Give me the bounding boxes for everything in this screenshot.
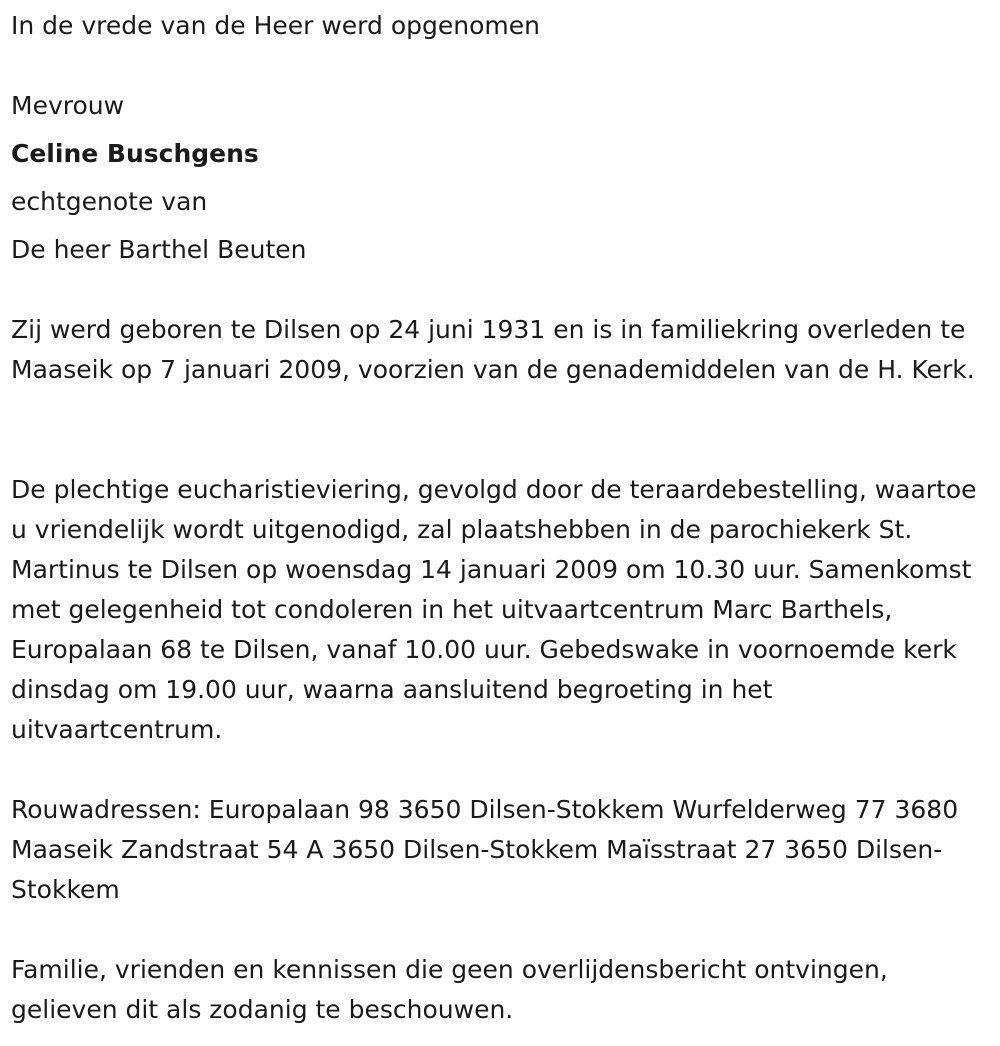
deceased-name: Celine Buschgens [11, 139, 259, 168]
family-notice-paragraph: Familie, vrienden en kennissen die geen overlijdensbericht ontvingen, gelieven dit als zodanig te beschouwen. [11, 955, 888, 1024]
honorific-title: Mevrouw [11, 91, 125, 120]
relation-text: echtgenote van [11, 187, 208, 216]
addresses-paragraph: Rouwadressen: Europalaan 98 3650 Dilsen-Stokkem Wurfelderweg 77 3680 Maaseik Zandstraat 54 A 3650 Dilsen-Stokkem Maïsstraat 27 3650 Dilsen-Stokkem [11, 795, 959, 904]
ceremony-paragraph: De plechtige eucharistieviering, gevolgd door de teraardebestelling, waartoe u vriendelijk wordt uitgenodigd, zal plaatshebben in de parochiekerk St. Martinus te Dilsen op woensdag 14 januari 2009 om 10.30 uur. Samenkomst met gelegenheid tot condoleren in het uitvaartcentrum Marc Barthels, Europalaan 68 te Dilsen, vanaf 10.00 uur. Gebedswake in voornoemde kerk dinsdag om 19.00 uur, waarna aansluitend begroeting in het uitvaartcentrum. [11, 475, 977, 744]
birth-death-paragraph: Zij werd geboren te Dilsen op 24 juni 1931 en is in familiekring overleden te Maaseik op 7 januari 2009, voorzien van de genademiddelen van de H. Kerk. [11, 315, 975, 384]
intro-text: In de vrede van de Heer werd opgenomen [11, 11, 540, 40]
spouse-name: De heer Barthel Beuten [11, 235, 307, 264]
